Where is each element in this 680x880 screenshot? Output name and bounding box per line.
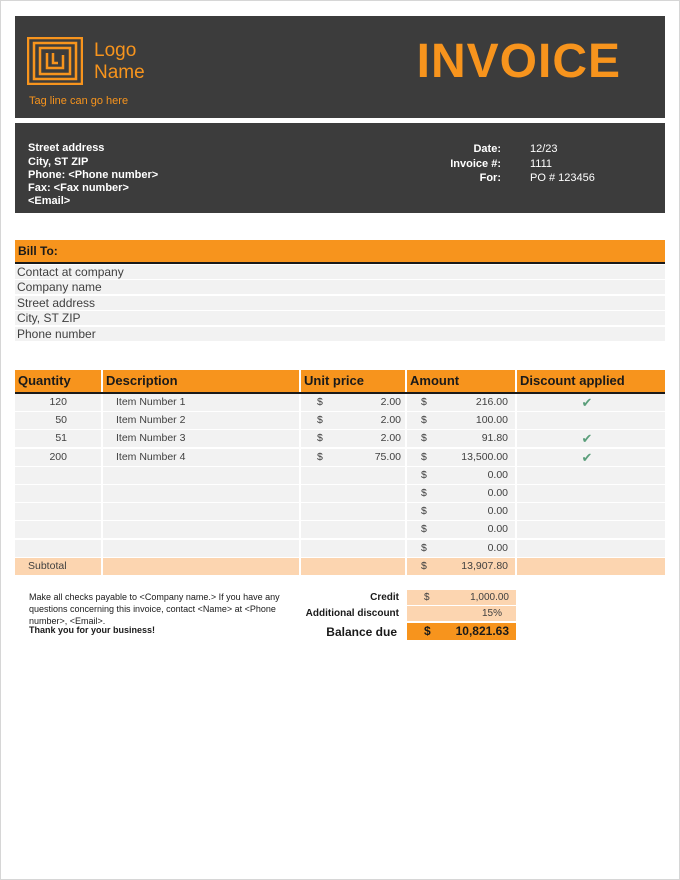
amount-cell: 216.00 bbox=[407, 394, 515, 411]
payment-note: Make all checks payable to <Company name.> If you have any questions concerning this invoice, contact <Name> at <Phone number>, <Email>. bbox=[29, 592, 280, 626]
bill-to-street[interactable] bbox=[15, 296, 665, 310]
discount-cell[interactable] bbox=[517, 503, 665, 520]
discount-cell[interactable] bbox=[517, 467, 665, 484]
invoice-number-label: Invoice #: bbox=[450, 158, 501, 170]
currency-symbol: $ bbox=[317, 451, 323, 463]
amount-cell: 0.00 bbox=[407, 503, 515, 520]
unit-price-cell[interactable] bbox=[301, 521, 405, 538]
credit-field[interactable] bbox=[407, 590, 516, 605]
amount-cell: 100.00 bbox=[407, 412, 515, 429]
unit-price-cell[interactable] bbox=[301, 503, 405, 520]
amount-cell: 0.00 bbox=[407, 467, 515, 484]
additional-discount-label: Additional discount bbox=[305, 608, 399, 619]
checkmark-icon: ✔ bbox=[581, 450, 593, 465]
company-phone: Phone: <Phone number> bbox=[28, 169, 159, 181]
date-value: 12/23 bbox=[530, 143, 558, 155]
discount-cell[interactable] bbox=[517, 449, 665, 466]
col-header-label: Discount applied bbox=[520, 373, 625, 388]
subtotal-label: Subtotal bbox=[15, 558, 101, 575]
checkmark-icon: ✔ bbox=[581, 395, 593, 410]
discount-cell[interactable] bbox=[517, 430, 665, 447]
currency-symbol: $ bbox=[424, 624, 431, 638]
col-header-label: Amount bbox=[410, 373, 460, 388]
bill-to-header bbox=[15, 240, 665, 264]
discount-cell[interactable] bbox=[517, 412, 665, 429]
bill-to-line: City, ST ZIP bbox=[17, 311, 81, 325]
currency-symbol: $ bbox=[317, 414, 323, 426]
discount-cell[interactable] bbox=[517, 394, 665, 411]
company-street: Street address bbox=[28, 142, 105, 154]
unit-price-cell[interactable] bbox=[301, 485, 405, 502]
currency-symbol: $ bbox=[317, 432, 323, 444]
unit-price-cell[interactable] bbox=[301, 540, 405, 557]
currency-symbol: $ bbox=[421, 451, 427, 463]
quantity-cell[interactable]: 120 bbox=[15, 394, 101, 411]
currency-symbol: $ bbox=[421, 432, 427, 444]
description-cell[interactable]: Item Number 2 bbox=[103, 412, 299, 429]
currency-symbol: $ bbox=[421, 469, 427, 481]
col-header-amount bbox=[407, 370, 515, 392]
additional-discount-field[interactable] bbox=[407, 606, 516, 621]
amount-cell: 91.80 bbox=[407, 430, 515, 447]
quantity-cell[interactable] bbox=[15, 521, 101, 538]
col-header-label: Unit price bbox=[304, 373, 364, 388]
checkmark-icon: ✔ bbox=[581, 431, 593, 446]
bill-to-company[interactable] bbox=[15, 280, 665, 294]
quantity-cell[interactable]: 51 bbox=[15, 430, 101, 447]
currency-symbol: $ bbox=[421, 523, 427, 535]
company-fax: Fax: <Fax number> bbox=[28, 182, 129, 194]
description-cell[interactable] bbox=[103, 485, 299, 502]
description-cell[interactable]: Item Number 1 bbox=[103, 394, 299, 411]
col-header-label: Description bbox=[106, 373, 178, 388]
col-header-description bbox=[103, 370, 299, 392]
unit-price-cell[interactable]: 75.00 bbox=[301, 449, 405, 466]
amount-cell: 0.00 bbox=[407, 540, 515, 557]
col-header-discount bbox=[517, 370, 665, 392]
currency-symbol: $ bbox=[421, 487, 427, 499]
for-label: For: bbox=[479, 172, 501, 184]
bill-to-phone[interactable] bbox=[15, 327, 665, 341]
currency-symbol: $ bbox=[421, 414, 427, 426]
unit-price-cell[interactable]: 2.00 bbox=[301, 412, 405, 429]
balance-due-field bbox=[407, 623, 516, 640]
currency-symbol: $ bbox=[421, 505, 427, 517]
description-cell[interactable]: Item Number 3 bbox=[103, 430, 299, 447]
balance-due-label: Balance due bbox=[326, 625, 397, 639]
bill-to-line: Street address bbox=[17, 296, 96, 310]
invoice-title: INVOICE bbox=[416, 35, 621, 88]
logo-line-1: Logo bbox=[94, 40, 137, 61]
description-cell[interactable] bbox=[103, 540, 299, 557]
description-cell[interactable] bbox=[103, 503, 299, 520]
col-header-unit-price bbox=[301, 370, 405, 392]
credit-value: 1,000.00 bbox=[470, 592, 509, 603]
discount-cell[interactable] bbox=[517, 521, 665, 538]
invoice-number-value: 1111 bbox=[530, 158, 553, 170]
for-value: PO # 123456 bbox=[530, 172, 595, 184]
description-cell[interactable] bbox=[103, 521, 299, 538]
description-cell[interactable]: Item Number 4 bbox=[103, 449, 299, 466]
bill-to-contact[interactable] bbox=[15, 265, 665, 279]
header-band bbox=[15, 16, 665, 118]
currency-symbol: $ bbox=[421, 542, 427, 554]
unit-price-cell[interactable]: 2.00 bbox=[301, 430, 405, 447]
quantity-cell[interactable] bbox=[15, 540, 101, 557]
currency-symbol: $ bbox=[421, 396, 427, 408]
tagline: Tag line can go here bbox=[29, 95, 129, 107]
company-city: City, ST ZIP bbox=[28, 156, 89, 168]
discount-cell[interactable] bbox=[517, 485, 665, 502]
bill-to-line: Company name bbox=[17, 280, 102, 294]
date-label: Date: bbox=[473, 143, 501, 155]
unit-price-cell[interactable]: 2.00 bbox=[301, 394, 405, 411]
company-info-band bbox=[15, 123, 665, 213]
thank-you-note: Thank you for your business! bbox=[29, 625, 156, 635]
subtotal-filler bbox=[301, 558, 405, 575]
subtotal-filler bbox=[103, 558, 299, 575]
discount-cell[interactable] bbox=[517, 540, 665, 557]
balance-due-value: 10,821.63 bbox=[455, 624, 509, 638]
bill-to-heading: Bill To: bbox=[18, 244, 58, 258]
col-header-label: Quantity bbox=[18, 373, 71, 388]
subtotal-value: 13,907.80 bbox=[407, 558, 515, 575]
logo-icon bbox=[27, 37, 83, 85]
logo-line-2: Name bbox=[94, 62, 145, 83]
quantity-cell[interactable] bbox=[15, 485, 101, 502]
amount-cell: 0.00 bbox=[407, 521, 515, 538]
subtotal-filler bbox=[517, 558, 665, 575]
company-email: <Email> bbox=[28, 195, 71, 207]
amount-cell: 13,500.00 bbox=[407, 449, 515, 466]
currency-symbol: $ bbox=[317, 396, 323, 408]
description-cell[interactable] bbox=[103, 467, 299, 484]
col-header-quantity bbox=[15, 370, 101, 392]
additional-discount-value: 15% bbox=[481, 608, 502, 619]
currency-symbol: $ bbox=[424, 592, 430, 603]
quantity-cell[interactable] bbox=[15, 467, 101, 484]
logo-text bbox=[94, 40, 145, 84]
bill-to-line: Contact at company bbox=[17, 265, 124, 279]
bill-to-city[interactable] bbox=[15, 311, 665, 325]
unit-price-cell[interactable] bbox=[301, 467, 405, 484]
bill-to-line: Phone number bbox=[17, 327, 96, 341]
quantity-cell[interactable]: 50 bbox=[15, 412, 101, 429]
amount-cell: 0.00 bbox=[407, 485, 515, 502]
credit-label: Credit bbox=[370, 592, 399, 603]
currency-symbol: $ bbox=[421, 560, 427, 572]
quantity-cell[interactable]: 200 bbox=[15, 449, 101, 466]
quantity-cell[interactable] bbox=[15, 503, 101, 520]
